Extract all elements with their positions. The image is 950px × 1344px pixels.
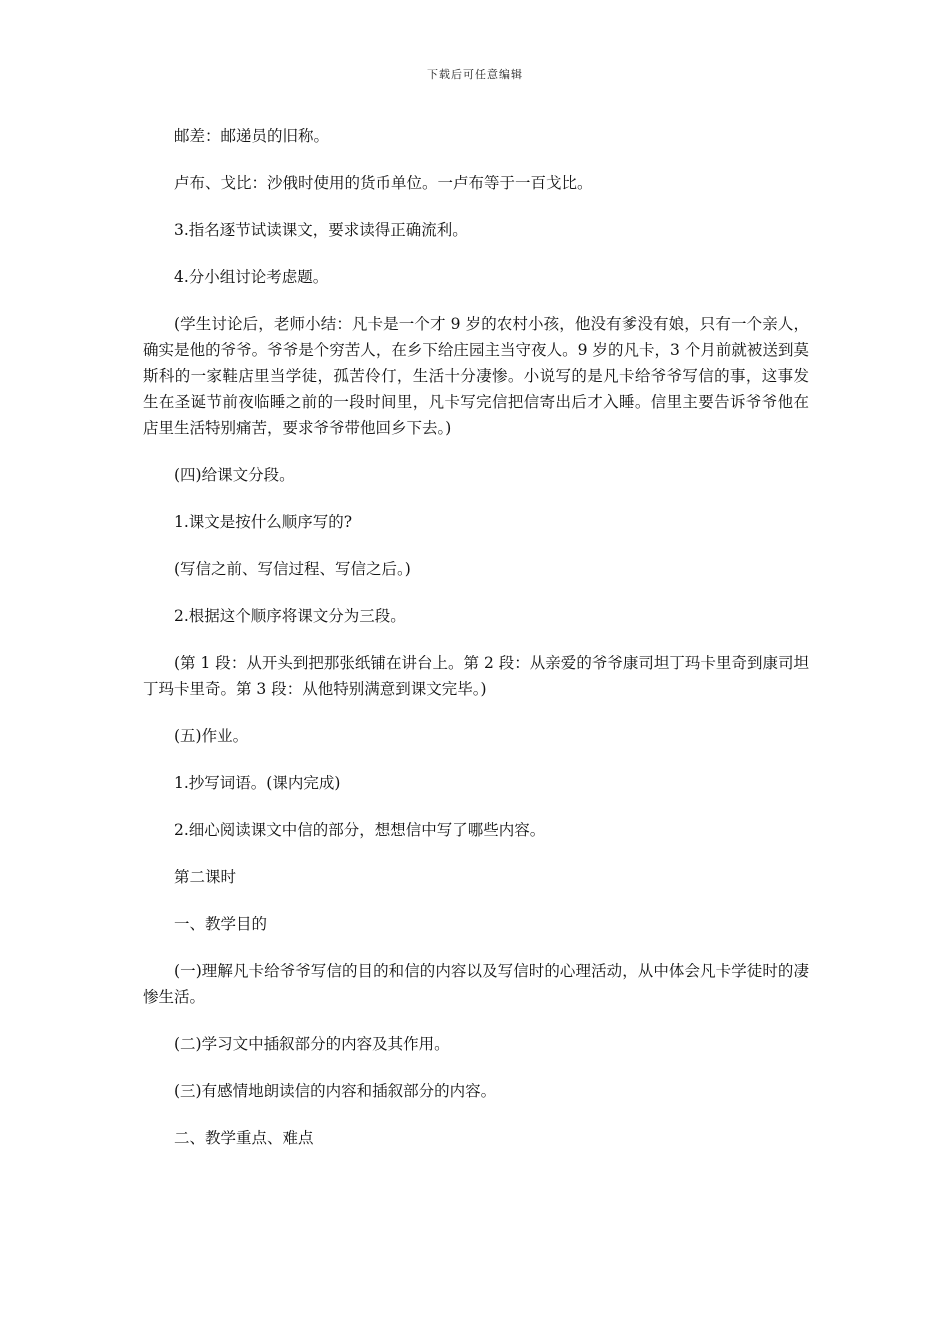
paragraph: 1.课文是按什么顺序写的? (174, 513, 353, 531)
paragraph: 1.抄写词语。(课内完成) (174, 774, 341, 792)
paragraph: (五)作业。 (174, 727, 249, 745)
section-heading: 第二课时 (174, 868, 237, 886)
section-heading: 一、教学目的 (174, 915, 268, 933)
paragraph: 卢布、戈比：沙俄时使用的货币单位。一卢布等于一百戈比。 (174, 174, 593, 192)
page-header: 下载后可任意编辑 (427, 68, 523, 81)
section-heading: 二、教学重点、难点 (174, 1129, 314, 1147)
paragraph: (四)给课文分段。 (174, 466, 295, 484)
paragraph: 2.根据这个顺序将课文分为三段。 (174, 607, 406, 625)
paragraph: 3.指名逐节试读课文，要求读得正确流利。 (174, 221, 468, 239)
paragraph: (学生讨论后，老师小结：凡卡是一个才 9 岁的农村小孩，他没有爹没有娘，只有一个亲人，确实是他的爷爷。爷爷是个穷苦人，在乡下给庄园主当守夜人。9 岁的凡卡，3 个月前就被送到莫斯科的一家鞋店里当学徒，孤苦伶仃，生活十分凄惨。小说写的是凡卡给爷爷写信的事，这事发生在圣诞节前夜临睡之前的一段时间里，凡卡写完信把信寄出后才入睡。信里主要告诉爷爷他在店里生活特别痛苦，要求爷爷带他回乡下去。) (143, 315, 810, 437)
paragraph: (二)学习文中插叙部分的内容及其作用。 (174, 1035, 450, 1053)
paragraph: 邮差：邮递员的旧称。 (174, 127, 330, 145)
paragraph: 4.分小组讨论考虑题。 (174, 268, 329, 286)
paragraph: 2.细心阅读课文中信的部分，想想信中写了哪些内容。 (174, 821, 546, 839)
paragraph: (第 1 段：从开头到把那张纸铺在讲台上。第 2 段：从亲爱的爷爷康司坦丁玛卡里奇到康司坦丁玛卡里奇。第 3 段：从他特别满意到课文完毕。) (143, 654, 809, 698)
document-body (143, 123, 809, 1172)
paragraph: (写信之前、写信过程、写信之后。) (174, 560, 411, 578)
paragraph: (一)理解凡卡给爷爷写信的目的和信的内容以及写信时的心理活动，从中体会凡卡学徒时的凄惨生活。 (143, 962, 809, 1006)
paragraph: (三)有感情地朗读信的内容和插叙部分的内容。 (174, 1082, 497, 1100)
